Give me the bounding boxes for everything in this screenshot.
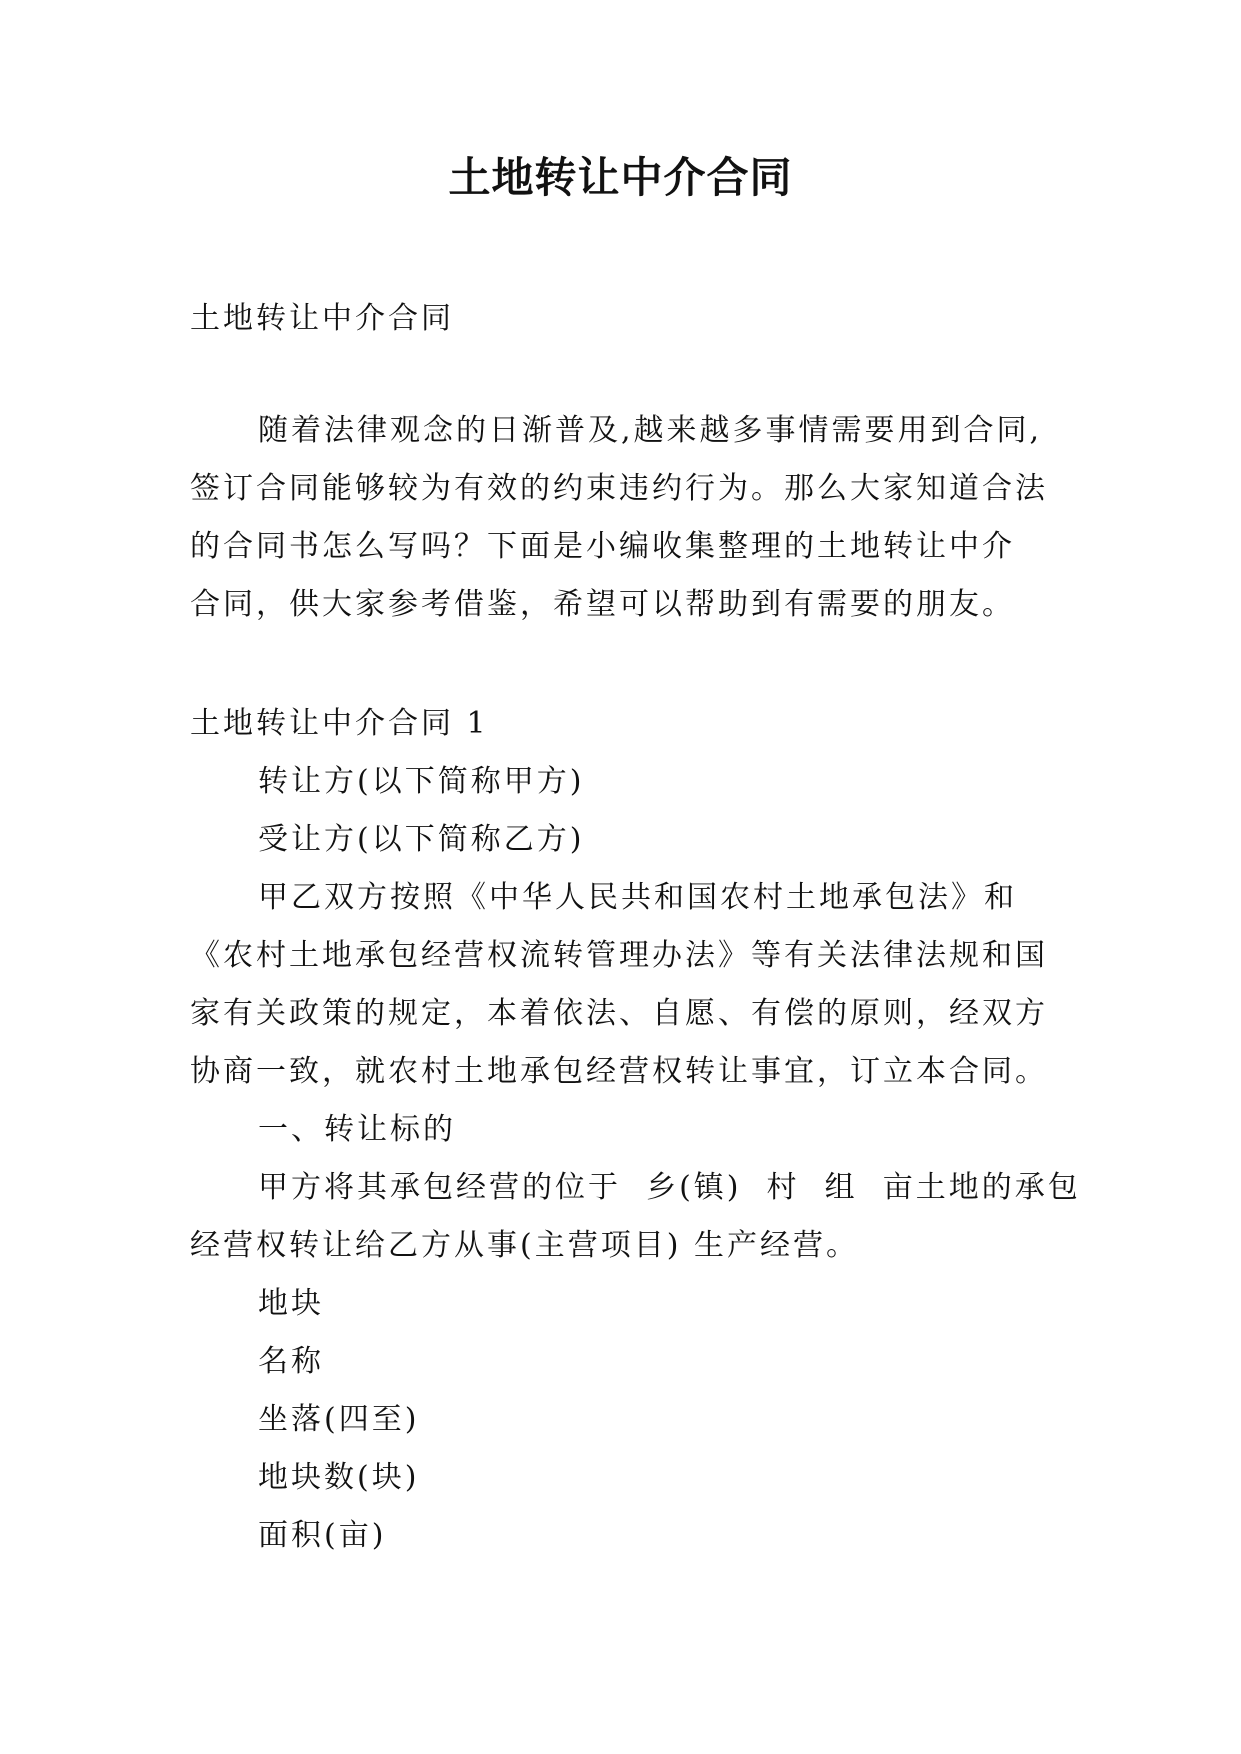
object-line: 甲方将其承包经营的位于 乡(镇) 村 组 亩土地的承包 [258,1170,1081,1205]
clause-line: 家有关政策的规定，本着依法、自愿、有偿的原则，经双方 [190,996,1048,1031]
field-label: 地块 [258,1286,324,1321]
contract-section [190,695,1081,1565]
clause-line: 甲乙双方按照《中华人民共和国农村土地承包法》和 [258,880,1017,915]
object-line: 经营权转让给乙方从事(主营项目) 生产经营。 [190,1228,859,1263]
document-subtitle [190,290,1075,348]
section-title: 土地转让中介合同 1 [190,706,489,741]
field-label: 面积(亩) [258,1518,387,1553]
field-label: 坐落(四至) [258,1402,420,1437]
intro-line: 的合同书怎么写吗？下面是小编收集整理的土地转让中介 [190,529,1015,564]
intro-line: 随着法律观念的日渐普及,越来越多事情需要用到合同, [258,413,1043,448]
field-label: 名称 [258,1344,324,1379]
field-label: 地块数(块) [258,1460,420,1495]
document-title: 土地转让中介合同 [448,153,793,202]
intro-line: 签订合同能够较为有效的约束违约行为。那么大家知道合法 [190,471,1048,506]
transferee-line: 受让方(以下简称乙方) [258,822,585,857]
intro-line: 合同，供大家参考借鉴，希望可以帮助到有需要的朋友。 [190,587,1015,622]
intro-paragraph [190,402,1075,634]
heading-transfer-object: 一、转让标的 [258,1112,456,1147]
clause-line: 协商一致，就农村土地承包经营权转让事宜，订立本合同。 [190,1054,1048,1089]
subtitle-text: 土地转让中介合同 [190,301,454,336]
clause-line: 《农村土地承包经营权流转管理办法》等有关法律法规和国 [190,938,1048,973]
transferor-line: 转让方(以下简称甲方) [258,764,585,799]
